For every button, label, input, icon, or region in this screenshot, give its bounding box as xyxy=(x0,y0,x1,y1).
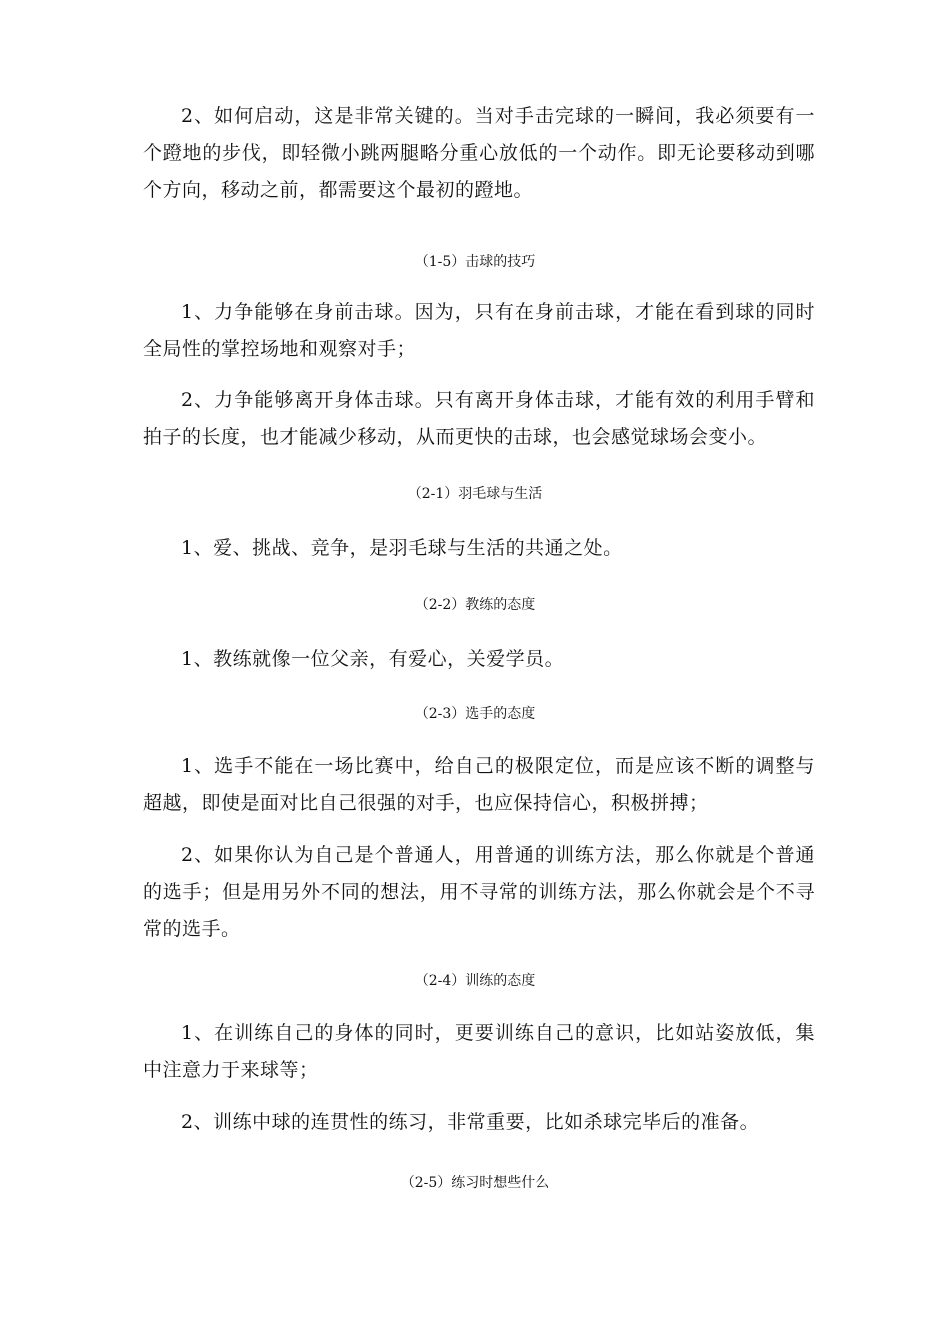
section-heading-2-5: （2-5）练习时想些什么 xyxy=(400,1175,550,1191)
section-heading-2-2: （2-2）教练的态度 xyxy=(414,597,536,613)
paragraph-hit-away-from-body: 2、力争能够离开身体击球。只有离开身体击球，才能有效的利用手臂和拍子的长度，也才能减少移动，从而更快的击球，也会感觉球场会变小。 xyxy=(143,389,815,448)
paragraph-train-awareness: 1、在训练自己的身体的同时，更要训练自己的意识，比如站姿放低，集中注意力于来球等； xyxy=(143,1022,815,1081)
paragraph-start-step: 2、如何启动，这是非常关键的。当对手击完球的一瞬间，我必须要有一个蹬地的步伐，即轻微小跳两腿略分重心放低的一个动作。即无论要移动到哪个方向，移动之前，都需要这个最初的蹬地。 xyxy=(143,105,815,201)
section-heading-2-4: （2-4）训练的态度 xyxy=(414,973,536,989)
paragraph-continuity-practice: 2、训练中球的连贯性的练习，非常重要，比如杀球完毕后的准备。 xyxy=(181,1111,760,1133)
paragraph-player-limits: 1、选手不能在一场比赛中，给自己的极限定位，而是应该不断的调整与超越，即使是面对比自己很强的对手，也应保持信心，积极拼搏； xyxy=(143,755,815,814)
paragraph-coach-attitude: 1、教练就像一位父亲，有爱心，关爱学员。 xyxy=(181,648,565,670)
section-heading-1-5: （1-5）击球的技巧 xyxy=(414,254,536,270)
section-heading-2-1: （2-1）羽毛球与生活 xyxy=(407,486,543,502)
paragraph-hit-in-front: 1、力争能够在身前击球。因为，只有在身前击球，才能在看到球的同时全局性的掌控场地和观察对手； xyxy=(143,301,815,360)
section-heading-2-3: （2-3）选手的态度 xyxy=(414,706,536,722)
paragraph-ordinary-player: 2、如果你认为自己是个普通人，用普通的训练方法，那么你就是个普通的选手；但是用另外不同的想法，用不寻常的训练方法，那么你就会是个不寻常的选手。 xyxy=(143,844,815,940)
paragraph-badminton-life: 1、爱、挑战、竞争，是羽毛球与生活的共通之处。 xyxy=(181,537,623,559)
